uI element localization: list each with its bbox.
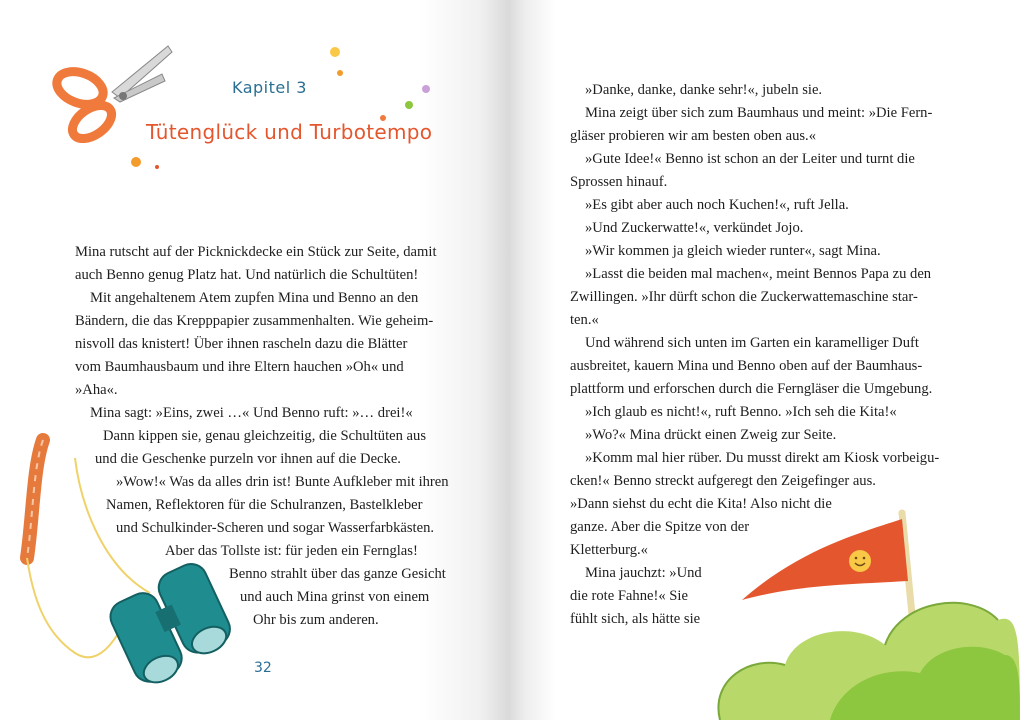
chapter-title: Tütenglück und Turbotempo [146,120,433,144]
body-line: »Aha«. [75,382,118,398]
body-line: fühlt sich, als hätte sie [570,611,701,627]
body-line: Ohr bis zum anderen. [253,612,379,628]
body-line: Mit angehaltenem Atem zupfen Mina und Benno an den [90,290,419,306]
body-line: Dann kippen sie, genau gleichzeitig, die Schultüten aus [103,428,427,444]
body-line: gläser probieren wir am besten oben aus.« [570,128,816,144]
body-line: ganze. Aber die Spitze von der [570,519,750,535]
body-line: ten.« [570,312,599,328]
body-line: Benno strahlt über das ganze Gesicht [229,566,446,582]
body-line: Mina zeigt über sich zum Baumhaus und meint: »Die Fern- [585,105,933,121]
body-line: ausbreitet, kauern Mina und Benno oben auf der Baumhaus- [570,358,923,374]
body-line: und Schulkinder-Scheren und sogar Wasserfarbkästen. [116,520,435,536]
body-line: »Es gibt aber auch noch Kuchen!«, ruft Jella. [585,197,849,213]
body-line: Zwillingen. »Ihr dürft schon die Zuckerwattemaschine star- [570,289,918,305]
body-line: »Ich glaub es nicht!«, ruft Benno. »Ich seh die Kita!« [585,404,897,420]
body-line: Mina jauchzt: »Und [585,565,702,581]
body-line: Namen, Reflektoren für die Schulranzen, Bastelkleber [106,497,423,513]
body-line: »Wo?« Mina drückt einen Zweig zur Seite. [585,427,837,443]
binoculars-illustration [15,428,245,693]
body-line: Mina rutscht auf der Picknickdecke ein Stück zur Seite, damit [75,244,437,260]
bushes-flag-illustration [680,505,1020,720]
body-line: vom Baumhausbaum und ihre Eltern hauchen »Oh« und [75,359,404,375]
body-line: und die Geschenke purzeln vor ihnen auf die Decke. [95,451,401,467]
body-line: »Dann siehst du echt die Kita! Also nicht die [570,496,832,512]
body-line: Bändern, die das Krepppapier zusammenhalten. Wie geheim- [75,313,434,329]
body-line: die rote Fahne!« Sie [570,588,688,604]
page-number: 32 [254,660,272,676]
body-line: »Wow!« Was da alles drin ist! Bunte Aufkleber mit ihren [116,474,449,490]
body-line: Aber das Tollste ist: für jeden ein Fernglas! [165,543,418,559]
body-line: Mina sagt: »Eins, zwei …« Und Benno ruft: »… drei!« [90,405,413,421]
body-line: »Gute Idee!« Benno ist schon an der Leiter und turnt die [585,151,915,167]
body-line: cken!« Benno streckt aufgeregt den Zeigefinger aus. [570,473,876,489]
chapter-label: Kapitel 3 [232,78,307,97]
body-line: plattform und erforschen durch die Ferngläser die Umgebung. [570,381,933,397]
body-line: »Und Zuckerwatte!«, verkündet Jojo. [585,220,804,236]
body-line: Kletterburg.« [570,542,648,558]
body-line: auch Benno genug Platz hat. Und natürlich die Schultüten! [75,267,419,283]
right-page [510,0,1020,720]
body-line: »Wir kommen ja gleich wieder runter«, sagt Mina. [585,243,881,259]
body-line: »Komm mal hier rüber. Du musst direkt am Kiosk vorbeigu- [585,450,940,466]
body-line: und auch Mina grinst von einem [240,589,430,605]
body-line: Und während sich unten im Garten ein karamelliger Duft [585,335,919,351]
body-line: Sprossen hinauf. [570,174,668,190]
body-line: »Danke, danke, danke sehr!«, jubeln sie. [585,82,823,98]
body-line: nisvoll das knistert! Über ihnen rascheln dazu die Blätter [75,336,408,352]
body-line: »Lasst die beiden mal machen«, meint Bennos Papa zu den [585,266,932,282]
confetti-dots [120,40,440,180]
